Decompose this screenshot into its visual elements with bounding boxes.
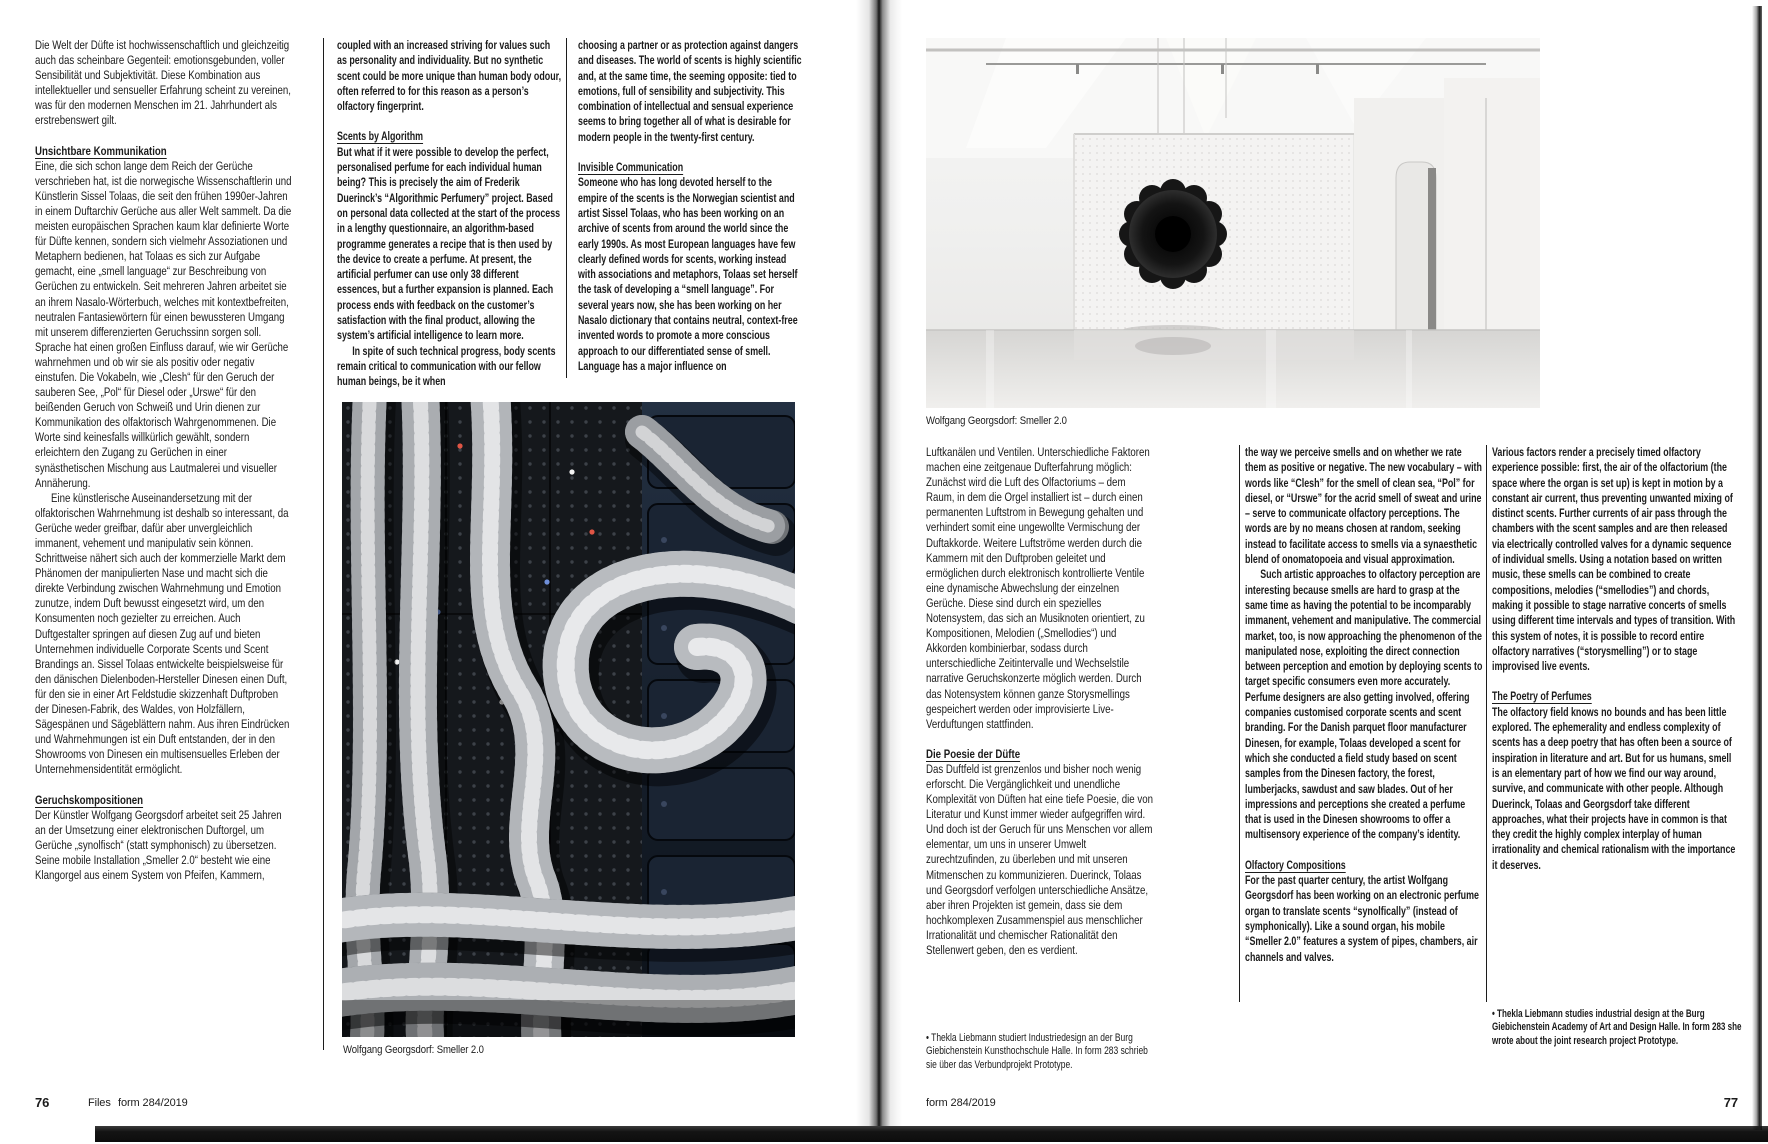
paragraph: Eine, die sich schon lange dem Reich der Gerüche verschrieben hat, ist die norwegische Wissenschaftlerin und Künstlerin Sissel Tolaas, die seit den frühen 1990er-Jahren in einem Duftarchiv Gerüche aus aller Welt sammelt. Da die meisten europäischen Sprachen kaum klar definierte Worte für Düfte kennen, sondern sich vielmehr Assoziationen und Metaphern bedienen, hat Tolaas es sich zur Aufgabe gemacht, eine „smell language“ zur Beschreibung von Gerüchen zu entwickeln. Seit mehreren Jahren arbeitet sie an ihrem Nasalo-Wörterbuch, welches mit kontextbefreiten, neutralen Fantasiewörtern für einen bewussteren Umgang mit unserem differenzierten Geruchssinn sorgen soll. Sprache hat einen großen Einfluss darauf, wie wir Gerüche wahrnehmen und ob wir sie als positiv oder negativ einstufen. Die Vokabeln, wie „Clesh“ für den Geruch der sauberen See, „Pol“ für Diesel oder „Urswe“ für den beißenden Geruch von Schweiß und Urin dienen zur Kommunikation des olfaktorisch Wahrgenommenen. Die Worte sind keinesfalls willkürlich gewählt, sondern erleichtern den Zugang zu Gerüchen in einer synästhetischen Mischung aus Lautmalerei und visueller Annäherung. — [35, 158, 292, 490]
page-edge-shadow-bottom — [95, 1126, 1768, 1142]
paragraph: In spite of such technical progress, body scents remain critical to communication with our fellow human beings, be it when — [337, 344, 556, 389]
section-heading: The Poetry of Perfumes — [1492, 690, 1592, 704]
paragraph: coupled with an increased striving for values such as personality and individuality. But no synthetic scent could be more unique than human body odour, often referred to for this reason as a person’s olfactory fingerprint. — [337, 39, 561, 114]
left-column-1 — [35, 38, 293, 883]
page-edge-shadow-right — [1752, 6, 1762, 1130]
section-heading: Unsichtbare Kommunikation — [35, 143, 167, 158]
paragraph: the way we perceive smells and on whether we rate them as positive or negative. The new vocabulary – with words like “Clesh” for the smell of clean sea, “Pol” for diesel, or “Urswe” for the acrid smell of sweat and urine – serve to communicate olfactory perceptions. The words are by no means chosen at random, seeking instead to facilitate access to smells via a synaesthetic blend of onomatopoeia and visual approximation. — [1245, 446, 1482, 567]
paragraph: Luftkanälen und Ventilen. Unterschiedliche Faktoren machen eine zeitgenaue Dufterfahrung möglich: Zunächst wird die Luft des Olfactoriums – dem Raum, in dem die Orgel installiert ist – durch einen permanenten Luftstrom in Bewegung gehalten und verhindert somit eine ungewollte Vermischung der Duftakkorde. Weitere Luftströme werden durch die Kammern mit den Duftproben geleitet und ermöglichen durch elektronisch kontrollierte Ventile eine dynamische Abwechslung der einzelnen Gerüche. Diese sind durch ein spezielles Notensystem, das sich an Musiknoten orientiert, zu Kompositionen, Melodien („Smellodies“) und Akkorden kombinierbar, sodass durch unterschiedliche Zeitintervalle und Wechselstile narrative Geruchskonzerte möglich werden. Durch das Notensystem können ganze Storysmellings gespeichert werden oder improvisierte Live-Verduftungen stattfinden. — [926, 445, 1150, 731]
footnote-english: • Thekla Liebmann studies industrial design at the Burg Giebichenstein Academy of Art and Design Halle. In form 283 she wrote about the joint research project Prototype. — [1492, 1008, 1742, 1047]
doorway — [1354, 78, 1540, 330]
paragraph: choosing a partner or as protection against dangers and diseases. The world of scents is highly scientific and, at the same time, the seeming opposite: tied to emotions, full of sensibility and subjectivity. This combination of intellectual and sensual experience seems to bring together all of what is desirable for modern people in the twenty-first century. — [578, 39, 802, 144]
column-rule — [1239, 445, 1240, 1002]
footer-issue-left: form 284/2019 — [118, 1097, 188, 1109]
footnote-german: • Thekla Liebmann studiert Industriedesign an der Burg Giebichenstein Kunsthochschule Halle. In form 283 schrieb sie über das Verbundprojekt Prototype. — [926, 1032, 1148, 1071]
left-column-3 — [578, 38, 802, 374]
paragraph: Das Duftfeld ist grenzenlos und bisher noch wenig erforscht. Die Vergänglichkeit und unendliche Komplexität von Düften hat eine tiefe Poesie, die von Literatur und Kunst immer wieder aufgegriffen wird. Und doch ist der Geruch für uns Menschen vor allem elementar, um uns in unserer Umwelt zurechtzufinden, zu überleben und mit unseren Mitmenschen zu kommunizieren. Duerinck, Tolaas und Georgsdorf verfolgen unterschiedliche Ansätze, aber ihren Projekten ist gemein, dass sie dem hochkomplexen Zusammenspiel aus menschlicher Irrationalität und chemischer Rationalität den Stellenwert geben, den es verdient. — [926, 761, 1153, 957]
column-rule — [323, 38, 324, 1050]
section-heading: Geruchskompositionen — [35, 792, 144, 807]
photo-caption: Wolfgang Georgsdorf: Smeller 2.0 — [926, 415, 1067, 427]
section-heading: Olfactory Compositions — [1245, 858, 1346, 872]
photo-caption: Wolfgang Georgsdorf: Smeller 2.0 — [343, 1044, 484, 1056]
paragraph: Various factors render a precisely timed olfactory experience possible: first, the air of the olfactorium (the space where the organ is set up) is kept in motion by a constant air current, thus preventing unwanted mixing of distinct scents. Further currents of air pass through the chambers with the scent samples and are then released via electrically controlled valves for a dynamic sequence of individual smells. Using a notation based on written music, these smells can be combined to create compositions, melodies (“smellodies”) and chords, making it possible to stage narrative concerts of smells using different time intervals and types of transition. With this system of notes, it is possible to record entire olfactory narratives (“storysmelling”) or to stage improvised live events. — [1492, 446, 1736, 674]
footer-section: Files — [88, 1097, 111, 1109]
paragraph: Der Künstler Wolfgang Georgsdorf arbeitet seit 25 Jahren an der Umsetzung einer elektronischen Duftorgel, um Gerüche „synolfisch“ (statt symphonisch) zu übersetzen. Seine mobile Installation „Smeller 2.0“ besteht wie eine Klangorgel aus einem System von Pfeifen, Kammern, — [35, 807, 282, 882]
right-column-3 — [1492, 445, 1740, 873]
paragraph: Someone who has long devoted herself to the empire of the scents is the Norwegian scientist and artist Sissel Tolaas, who has been working on an archive of scents from around the world since the early 1990s. As most European languages have few clearly defined words for scents, working instead with associations and metaphors, Tolaas set herself the task of developing a “smell language”. For several years now, she has been working on her Nasalo dictionary that contains neutral, context-free invented words to promote a more conscious approach to our differentiated sense of smell. Language has a major influence on — [578, 176, 798, 373]
page-number-left: 76 — [35, 1095, 50, 1110]
left-column-2 — [337, 38, 561, 390]
section-heading: Die Poesie der Düfte — [926, 746, 1021, 761]
section-heading: Invisible Communication — [578, 161, 684, 175]
paragraph: But what if it were possible to develop the perfect, personalised perfume for each individual human being? This is precisely the aim of Frederik Duerinck’s “Algorithmic Perfumery” project. Based on personal data collected at the start of the process in a lengthy questionnaire, an algorithm-based programme generates a recipe that is then used by the device to create a perfume. At present, the artificial perfumer can use only 38 different essences, but a further expansion is planned. Each process ends with feedback on the customer’s satisfaction with the final product, allowing the system’s artificial intelligence to learn more. — [337, 145, 561, 343]
right-column-2 — [1245, 445, 1484, 965]
page-number-right: 77 — [1723, 1095, 1738, 1110]
column-rule — [1486, 445, 1487, 1002]
photo-smeller-installation — [926, 38, 1540, 408]
column-rule — [566, 38, 567, 378]
paragraph: Die Welt der Düfte ist hochwissenschaftlich und gleichzeitig auch das scheinbare Gegenteil: emotionsgebunden, voller Sensibilität und Subjektivität. Diese Kombination aus intellektueller und sensueller Erfahrung scheint zu vereinen, was für den modernen Menschen im 21. Jahrhundert als erstrebenswert gilt. — [35, 38, 292, 128]
photo-smeller-tubes — [342, 402, 795, 1037]
floor — [926, 330, 1540, 408]
paragraph: The olfactory field knows no bounds and has been little explored. The ephemerality and endless complexity of scents has a deep poetry that has often been a source of inspiration in literature and art. But for us humans, smell is an elementary part of how we find our way around, survive, and communicate with other people. Although Duerinck, Tolaas and Georgsdorf take different approaches, what their projects have in common is that they credit the highly complex interplay of human irrationality and chemical rationalism with the importance it deserves. — [1492, 705, 1736, 872]
paragraph: Such artistic approaches to olfactory perception are interesting because smells are hard to grasp at the same time as having the potential to be incomparably immanent, vehement and manipulative. The commercial market, too, is now approaching the phenomenon of the manipulated nose, exploiting the direct connection between perception and emotion by deploying scents to target specific consumers even more accurately. Perfume designers are also getting involved, offering companies customised corporate scents and scent branding. For the Danish parquet floor manufacturer Dinesen, for example, Tolaas developed a scent for which she conducted a field study based on scent samples from the Dinesen factory, the forest, lumberjacks, sawdust and saw blades. Out of her impressions and perceptions she created a perfume that is used in the Dinesen showrooms to offer a multisensory experience of the company’s identity. — [1245, 568, 1483, 842]
section-heading: Scents by Algorithm — [337, 130, 424, 144]
paragraph: For the past quarter century, the artist Wolfgang Georgsdorf has been working on an electronic perfume organ to translate scents “synolfically” (instead of symphonically). Like a sound organ, his mobile “Smeller 2.0” features a system of pipes, chambers, air channels and valves. — [1245, 874, 1479, 964]
paragraph: Eine künstlerische Auseinandersetzung mit der olfaktorischen Wahrnehmung ist deshalb so interessant, da Gerüche weder greifbar, dafür aber unvergleichlich immanent, vehement und manipulativ sein können. Schrittweise nähert sich auch der kommerzielle Markt dem Phänomen der manipulierten Nase und macht sich die direkte Verbindung zwischen Wahrnehmung und Emotion zunutze, indem Duft bewusst eingesetzt wird, um den Konsumenten noch gezielter zu erreichen. Auch Duftgestalter springen auf diesen Zug auf und bieten Unternehmen individuelle Corporate Scents und Scent Brandings an. Sissel Tolaas entwickelte beispielsweise für den dänischen Dielenboden-Hersteller Dinesen einen Duft, für den sie in einer Art Feldstudie skizzenhaft Duftproben der Dinesen-Fabrik, des Waldes, von Holzfällern, Sägespänen und Sägeblättern nahm. Aus ihren Eindrücken und Wahrnehmungen ist ein Duft entstanden, der in den Showrooms von Dinesen ein multisensuelles Erleben der Unternehmensidentität ermöglicht. — [35, 490, 290, 777]
page-gutter — [856, 0, 902, 1128]
footer-issue-right: form 284/2019 — [926, 1097, 996, 1109]
right-column-1 — [926, 445, 1156, 958]
